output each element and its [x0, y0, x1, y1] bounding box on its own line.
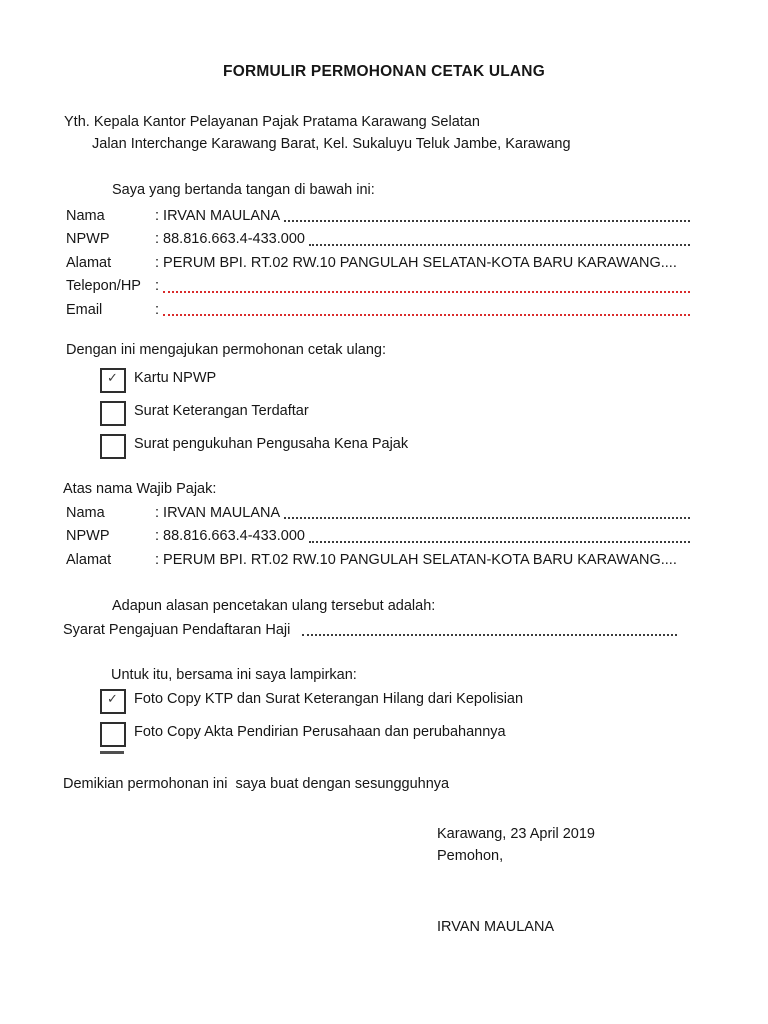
field-label: Email [66, 301, 103, 318]
field-label: Nama [66, 505, 105, 521]
attachments-heading: Untuk itu, bersama ini saya lampirkan: [111, 667, 357, 683]
check-icon: ✓ [107, 691, 118, 706]
field-label: Nama [66, 208, 105, 224]
checkbox-label: Surat Keterangan Terdaftar [134, 403, 309, 419]
signature-place-date: Karawang, 23 April 2019 [437, 826, 595, 842]
field-value: : 88.816.663.4-433.000 [155, 528, 305, 545]
field-label: Alamat [66, 254, 112, 271]
option-foto-ktp [100, 689, 523, 714]
checkbox [100, 401, 126, 426]
signature-name: IRVAN MAULANA [437, 919, 555, 935]
field-value: : PERUM BPI. RT.02 RW.10 PANGULAH SELATAN-KOTA BARU KARAWANG.... [155, 551, 677, 568]
reason-heading: Adapun alasan pencetakan ulang tersebut adalah: [112, 598, 436, 614]
applicant-fields [66, 205, 690, 322]
reason-row [63, 620, 677, 640]
field-value: : [155, 301, 160, 318]
signature-block [437, 823, 595, 938]
field-value: : IRVAN MAULANA [155, 505, 281, 521]
dotted-leader [159, 299, 690, 322]
checkbox [100, 722, 126, 747]
checkbox-label: Kartu NPWP [134, 370, 217, 386]
field-label: Telepon/HP [66, 278, 141, 295]
signature-salutation: Pemohon, [437, 848, 504, 864]
checkbox-label: Foto Copy Akta Pendirian Perusahaan dan perubahannya [134, 724, 506, 740]
checkbox [100, 434, 126, 459]
field-label: NPWP [66, 231, 110, 248]
dotted-leader [280, 205, 690, 228]
closing-line: Demikian permohonan ini saya buat dengan sesungguhnya [63, 776, 450, 792]
checkbox [100, 689, 126, 714]
taxpayer-heading: Atas nama Wajib Pajak: [63, 481, 217, 497]
dotted-leader [280, 502, 690, 525]
clipped-checkbox-edge [100, 751, 124, 754]
option-kartu-npwp [100, 368, 408, 393]
option-pkp [100, 434, 408, 459]
form-title: FORMULIR PERMOHONAN CETAK ULANG [223, 63, 545, 80]
field-value: : IRVAN MAULANA [155, 208, 281, 224]
dotted-leader [159, 275, 690, 298]
intro-line: Saya yang bertanda tangan di bawah ini: [112, 182, 375, 198]
recipient-line-1: Yth. Kepala Kantor Pelayanan Pajak Pratama Karawang Selatan [64, 114, 480, 130]
field-value: : PERUM BPI. RT.02 RW.10 PANGULAH SELATAN-KOTA BARU KARAWANG.... [155, 254, 677, 271]
field-row-npwp [66, 228, 690, 251]
field-row-nama [66, 502, 690, 525]
dotted-leader [294, 620, 677, 640]
checkbox-label: Foto Copy KTP dan Surat Keterangan Hilang dari Kepolisian [134, 691, 524, 707]
field-value: : [155, 278, 160, 295]
check-icon: ✓ [107, 370, 118, 385]
taxpayer-fields [66, 502, 690, 572]
recipient-line-2: Jalan Interchange Karawang Barat, Kel. Sukaluyu Teluk Jambe, Karawang [92, 136, 571, 152]
dotted-leader [305, 525, 690, 548]
option-foto-akta [100, 722, 523, 747]
reason-text: Syarat Pengajuan Pendaftaran Haji [63, 622, 295, 638]
field-row-npwp [66, 525, 690, 548]
field-label: NPWP [66, 528, 110, 545]
request-options [100, 368, 408, 467]
field-row-alamat [66, 252, 690, 275]
checkbox [100, 368, 126, 393]
request-heading: Dengan ini mengajukan permohonan cetak ulang: [66, 342, 387, 358]
field-label: Alamat [66, 551, 112, 568]
field-value: : 88.816.663.4-433.000 [155, 231, 305, 248]
attachment-options [100, 689, 523, 755]
field-row-email [66, 299, 690, 322]
dotted-leader [305, 228, 690, 251]
field-row-telepon [66, 275, 690, 298]
option-skt [100, 401, 408, 426]
field-row-alamat [66, 549, 690, 572]
field-row-nama [66, 205, 690, 228]
checkbox-label: Surat pengukuhan Pengusaha Kena Pajak [134, 436, 409, 452]
